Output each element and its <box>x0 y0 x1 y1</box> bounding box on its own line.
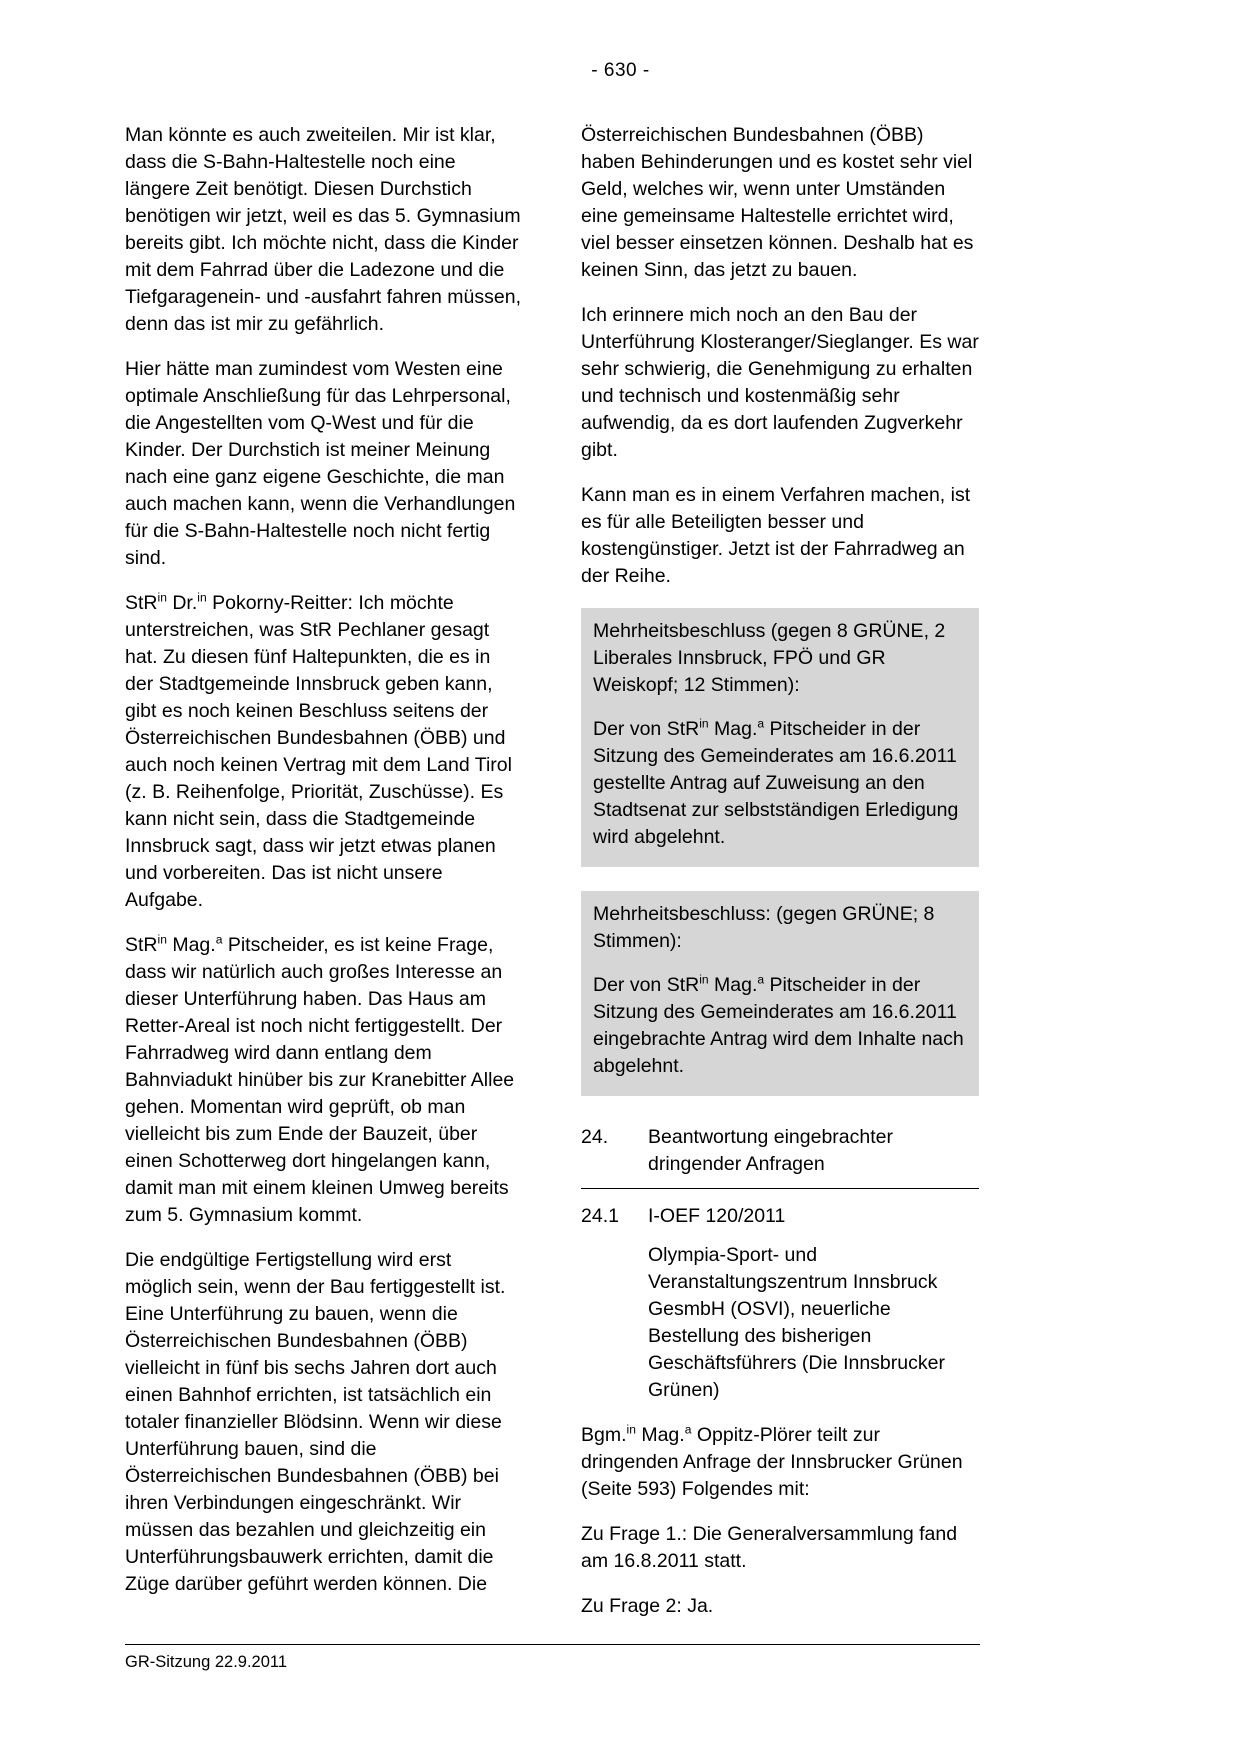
paragraph: Österreichischen Bundesbahnen (ÖBB) haben Behinderungen und es kostet sehr viel Geld, welches wir, wenn unter Umständen eine gemeinsame Haltestelle errichtet wird, viel besser einsetzen können. Deshalb hat es keinen Sinn, das jetzt zu bauen. <box>581 124 974 281</box>
page-number: - 630 - <box>591 60 650 81</box>
speaker-prefix: StR <box>125 934 158 956</box>
page-footer <box>125 1644 980 1672</box>
speaker-statement <box>125 590 523 914</box>
two-column-body <box>125 122 980 1617</box>
speaker-suffix: in <box>157 932 167 947</box>
footer-divider <box>125 1644 980 1645</box>
speaker-prefix: StR <box>125 592 158 614</box>
resolution-block-1 <box>581 608 979 867</box>
mayor-suffix: in <box>626 1422 636 1437</box>
answer-1: Zu Frage 1.: Die Generalversammlung fand am 16.8.2011 statt. <box>581 1523 958 1572</box>
paragraph: Ich erinnere mich noch an den Bau der Unterführung Klosteranger/Sieglanger. Es war sehr schwierig, die Genehmigung zu erhalten und technisch und kostenmäßig sehr aufwendig, da es dort laufenden Zugverkehr gibt. <box>581 304 979 461</box>
speaker-suffix: in <box>157 590 167 605</box>
resolution-suffix: in <box>699 972 709 987</box>
speaker-mid: Dr. <box>166 592 198 614</box>
resolution-text: Pitscheider in der Sitzung des Gemeinderates am 16.6.2011 eingebrachte Antrag wird dem Inhalte nach abgelehnt. <box>593 974 964 1077</box>
resolution-block-2 <box>581 891 979 1096</box>
resolution-text: Pitscheider in der Sitzung des Gemeinderates am 16.6.2011 gestellte Antrag auf Zuweisung an den Stadtsenat zur selbstständigen Erledigung wird abgelehnt. <box>593 718 959 848</box>
resolution-suffix: a <box>757 716 765 731</box>
paragraph: Hier hätte man zumindest vom Westen eine optimale Anschließung für das Lehrpersonal, die Angestellten vom Q-West und für die Kinder. Der Durchstich ist meiner Meinung nach eine ganz eigene Geschichte, die man auch machen kann, wenn die Verhandlungen für die S-Bahn-Haltestelle noch nicht fertig sind. <box>125 358 516 569</box>
speaker-text: Pitscheider, es ist keine Frage, dass wir natürlich auch großes Interesse an dieser Unterführung haben. Das Haus am Retter-Areal ist noch nicht fertiggestellt. Der Fahrradweg wird dann entlang dem Bahnviadukt hinüber bis zur Kranebitter Allee gehen. Momentan wird geprüft, ob man vielleicht bis zum Ende der Bauzeit, über einen Schotterweg dort hingelangen kann, damit man mit einem kleinen Umweg bereits zum 5. Gymnasium kommt. <box>125 934 515 1226</box>
resolution-suffix: in <box>699 716 709 731</box>
agenda-divider <box>581 1188 979 1189</box>
answer-2: Zu Frage 2: Ja. <box>581 1595 714 1617</box>
agenda-section <box>581 1124 979 1404</box>
mayor-suffix: a <box>684 1422 692 1437</box>
resolution-suffix: a <box>757 972 765 987</box>
agenda-subitem-description: Olympia-Sport- und Veranstaltungszentrum Innsbruck GesmbH (OSVI), neuerliche Bestellung des bisherigen Geschäftsführers (Die Innsbrucker Grünen) <box>648 1244 945 1401</box>
mayor-mid: Mag. <box>635 1424 685 1446</box>
speaker-statement <box>125 932 523 1229</box>
resolution-body <box>593 716 967 851</box>
speaker-suffix: a <box>215 932 223 947</box>
resolution-prefix: Der von StR <box>593 974 700 996</box>
resolution-body <box>593 972 967 1080</box>
agenda-subitem-number: 24.1 <box>581 1205 619 1227</box>
resolution-mid: Mag. <box>708 974 758 996</box>
left-column <box>125 122 523 1595</box>
resolution-prefix: Der von StR <box>593 718 700 740</box>
paragraph: Die endgültige Fertigstellung wird erst möglich sein, wenn der Bau fertiggestellt ist. Eine Unterführung zu bauen, wenn die Österreichischen Bundesbahnen (ÖBB) vielleicht in fünf bis sechs Jahren dort auch einen Bahnhof errichten, ist tatsächlich ein totaler finanzieller Blödsinn. Wenn wir diese Unterführung bauen, sind die Österreichischen Bundesbahnen (ÖBB) bei ihren Verbindungen eingeschränkt. Wir müssen das bezahlen und gleichzeitig ein Unterführungsbauwerk errichten, damit die Züge darüber geführt werden können. Die <box>125 1249 506 1595</box>
mayor-statement <box>581 1422 979 1503</box>
speaker-text: Pokorny-Reitter: Ich möchte unterstreichen, was StR Pechlaner gesagt hat. Zu diesen fünf Haltepunkten, die es in der Stadtgemeinde Innsbruck geben kann, gibt es noch keinen Beschluss seitens der Österreichischen Bundesbahnen (ÖBB) und auch noch keinen Vertrag mit dem Land Tirol (z. B. Reihenfolge, Priorität, Zuschüsse). Es kann nicht sein, dass die Stadtgemeinde Innsbruck sagt, dass wir jetzt etwas planen und vorbereiten. Das ist nicht unsere Aufgabe. <box>125 592 512 911</box>
resolution-heading: Mehrheitsbeschluss: (gegen GRÜNE; 8 Stimmen): <box>593 903 935 952</box>
resolution-heading: Mehrheitsbeschluss (gegen 8 GRÜNE, 2 Liberales Innsbruck, FPÖ und GR Weiskopf; 12 Stimmen): <box>593 620 946 696</box>
speaker-mid: Mag. <box>166 934 216 956</box>
paragraph: Kann man es in einem Verfahren machen, ist es für alle Beteiligten besser und kostengünstiger. Jetzt ist der Fahrradweg an der Reihe. <box>581 484 971 587</box>
right-column <box>581 122 979 1617</box>
paragraph: Man könnte es auch zweiteilen. Mir ist klar, dass die S-Bahn-Haltestelle noch eine längere Zeit benötigt. Diesen Durchstich benötigen wir jetzt, weil es das 5. Gymnasium bereits gibt. Ich möchte nicht, dass die Kinder mit dem Fahrrad über die Ladezone und die Tiefgaragenein- und -ausfahrt fahren müssen, denn das ist mir zu gefährlich. <box>125 124 522 335</box>
mayor-prefix: Bgm. <box>581 1424 627 1446</box>
mayor-text: Oppitz-Plörer teilt zur dringenden Anfrage der Innsbrucker Grünen (Seite 593) Folgendes mit: <box>581 1424 963 1500</box>
agenda-number: 24. <box>581 1126 609 1148</box>
agenda-subitem-title: I-OEF 120/2011 <box>648 1205 786 1227</box>
agenda-title: Beantwortung eingebrachter dringender Anfragen <box>648 1126 893 1175</box>
agenda-subitem <box>581 1203 979 1230</box>
speaker-suffix: in <box>197 590 207 605</box>
footer-label: GR-Sitzung 22.9.2011 <box>125 1653 288 1671</box>
resolution-mid: Mag. <box>708 718 758 740</box>
agenda-heading <box>581 1124 979 1188</box>
